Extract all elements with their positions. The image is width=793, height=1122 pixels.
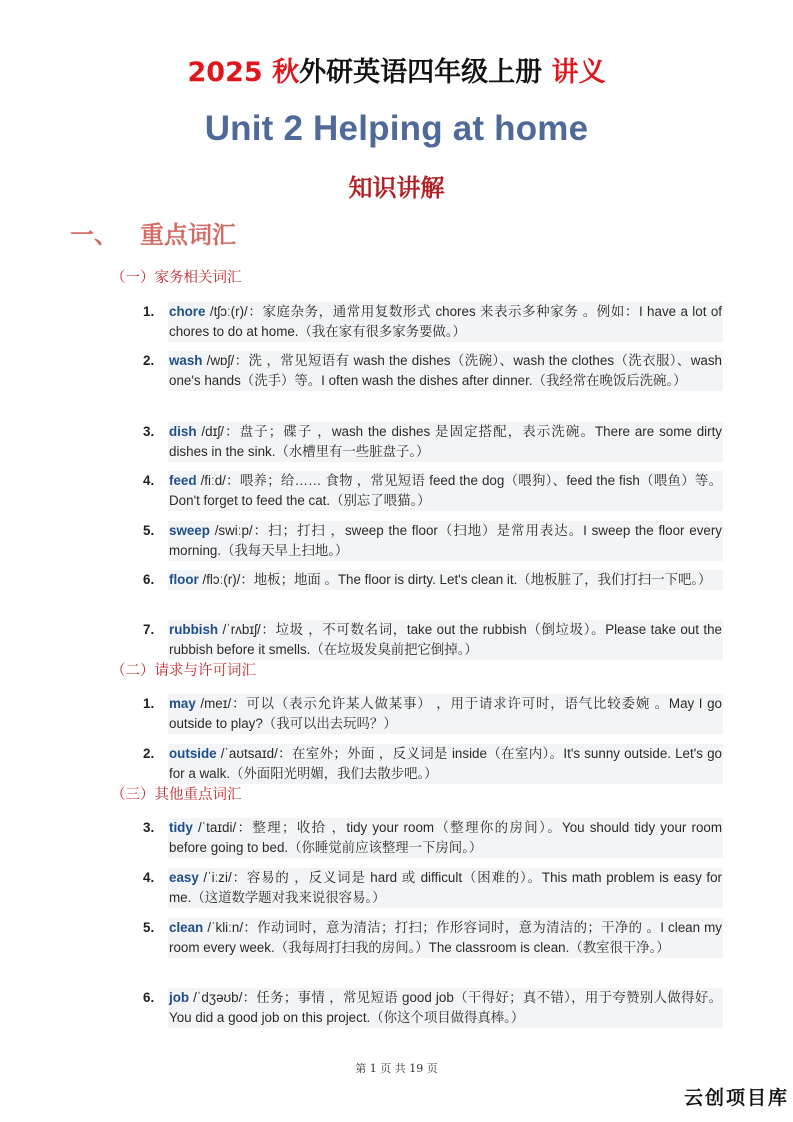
item-number: 6. xyxy=(143,990,155,1005)
vocab-word: wash xyxy=(169,353,203,368)
title-season: 秋 xyxy=(272,57,300,88)
item-number: 4. xyxy=(143,870,155,885)
vocab-item xyxy=(143,744,723,784)
group-heading-housework: （一）家务相关词汇 xyxy=(111,270,242,286)
vocab-text: /ˈiːzi/：容易的 ，反义词是 hard 或 difficult（困难的）。This math problem is easy for me.（这道数学题对我来说很容易。） xyxy=(169,870,722,905)
vocab-word: dish xyxy=(169,424,197,439)
item-number: 1. xyxy=(143,304,155,319)
title-handout: 讲义 xyxy=(551,57,606,88)
vocab-word: easy xyxy=(169,870,199,885)
vocab-item xyxy=(143,818,723,858)
section-number: 一、 xyxy=(70,220,118,249)
vocab-text: /flɔː(r)/：地板；地面 。The floor is dirty. Let's clean it.（地板脏了，我们打扫一下吧。） xyxy=(198,572,712,587)
vocab-text: /wɒʃ/：洗 ，常见短语有 wash the dishes（洗碗）、wash the clothes（洗衣服）、wash one's hands（洗手）等。I often wash the dishes after dinner.（我经常在晚饭后洗碗。） xyxy=(169,353,722,388)
vocab-text: /meɪ/：可以（表示允许某人做某事） ，用于请求许可时，语气比较委婉 。May I go outside to play?（我可以出去玩吗？） xyxy=(169,696,722,731)
group-heading-request: （二）请求与许可词汇 xyxy=(111,663,256,679)
vocab-word: rubbish xyxy=(169,622,219,637)
vocab-word: job xyxy=(169,990,190,1005)
title-year: 2025 xyxy=(187,57,263,88)
vocab-item xyxy=(143,471,723,511)
vocab-text: /ˈdʒəʊb/：任务；事情 ，常见短语 good job（干得好；真不错），用于夸赞别人做得好。You did a good job on this project.（你这个项目做得真棒。） xyxy=(169,990,722,1025)
vocab-text: /tʃɔː(r)/：家庭杂务，通常用复数形式 chores 来表示多种家务 。例如：I have a lot of chores to do at home.（我在家有很多家务要做。） xyxy=(169,304,722,339)
vocab-text: /ˈaʊtsaɪd/：在室外；外面 ，反义词是 inside（在室内）。It's sunny outside. Let's go for a walk.（外面阳光明媚，我们去散步吧。） xyxy=(169,746,722,781)
group-heading-other: （三）其他重点词汇 xyxy=(111,787,242,803)
vocab-text: /dɪʃ/：盘子；碟子 ，wash the dishes 是固定搭配，表示洗碗。There are some dirty dishes in the sink.（水槽里有一些脏盘子。） xyxy=(169,424,722,459)
section-title: 重点词汇 xyxy=(140,220,236,249)
vocab-word: outside xyxy=(169,746,217,761)
vocab-item xyxy=(143,422,723,462)
vocab-text: /ˈrʌbɪʃ/：垃圾 ，不可数名词，take out the rubbish（倒垃圾）。Please take out the rubbish before it smells.（在垃圾发臭前把它倒掉。） xyxy=(169,622,722,657)
item-number: 7. xyxy=(143,622,155,637)
vocab-item xyxy=(143,620,723,660)
vocab-word: tidy xyxy=(169,820,193,835)
vocab-word: chore xyxy=(169,304,206,319)
item-number: 5. xyxy=(143,523,155,538)
vocab-item xyxy=(143,694,723,734)
vocab-word: floor xyxy=(169,572,199,587)
page-footer: 第 1 页 共 19 页 xyxy=(355,1062,438,1075)
document-title xyxy=(0,56,793,90)
item-number: 3. xyxy=(143,820,155,835)
vocab-text: /ˈkliːn/：作动词时，意为清洁；打扫；作形容词时，意为清洁的；干净的 。I clean my room every week.（我每周打扫我的房间。）The classroom is clean.（教室很干净。） xyxy=(169,920,722,955)
vocab-text: /swiːp/：扫；打扫 ，sweep the floor（扫地）是常用表达。I sweep the floor every morning.（我每天早上扫地。） xyxy=(169,523,722,558)
item-number: 5. xyxy=(143,920,155,935)
vocab-item xyxy=(143,570,723,590)
vocab-text: /ˈtaɪdi/：整理；收拾 ，tidy your room（整理你的房间）。You should tidy your room before going to bed.（你睡觉前应该整理一下房间。） xyxy=(169,820,722,855)
item-number: 6. xyxy=(143,572,155,587)
title-course: 外研英语四年级上册 xyxy=(299,57,543,88)
item-number: 1. xyxy=(143,696,155,711)
vocab-item xyxy=(143,868,723,908)
vocab-word: may xyxy=(169,696,196,711)
item-number: 3. xyxy=(143,424,155,439)
item-number: 4. xyxy=(143,473,155,488)
vocab-word: feed xyxy=(169,473,197,488)
vocab-word: sweep xyxy=(169,523,210,538)
vocab-item xyxy=(143,302,723,342)
knowledge-subtitle: 知识讲解 xyxy=(348,173,445,202)
unit-title: Unit 2 Helping at home xyxy=(204,109,589,148)
item-number: 2. xyxy=(143,353,155,368)
vocab-text: /fiːd/：喂养；给…… 食物 ，常见短语 feed the dog（喂狗）、feed the fish（喂鱼）等。Don't forget to feed the cat.（别忘了喂猫。） xyxy=(169,473,722,508)
vocab-item xyxy=(143,918,723,958)
vocab-item xyxy=(143,988,723,1028)
vocab-item xyxy=(143,351,723,391)
watermark-text: 云创项目库 xyxy=(683,1087,789,1109)
vocab-item xyxy=(143,521,723,561)
section-heading xyxy=(70,218,236,252)
item-number: 2. xyxy=(143,746,155,761)
vocab-word: clean xyxy=(169,920,204,935)
